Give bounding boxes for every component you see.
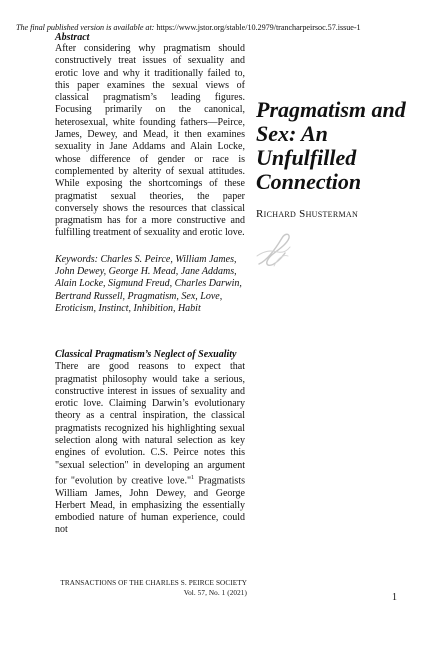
article-title: Pragmatism and Sex: An Unfulfilled Connection <box>256 97 406 194</box>
section-heading: Classical Pragmatism’s Neglect of Sexuality <box>55 349 237 361</box>
left-column <box>55 32 245 537</box>
footnote-marker[interactable]: 1 <box>191 474 195 481</box>
section-body-continued: Pragmatists William James, John Dewey, and George Herbert Mead, in emphasizing the essentially embodied nature of human experience, could not <box>55 475 245 536</box>
keywords: Keywords: Charles S. Peirce, William James, John Dewey, George H. Mead, Jane Addams, Alain Locke, Sigmund Freud, Charles Darwin, Bertrand Russell, Pragmatism, Sex, Love, Eroticism, Instinct, Inhibition, Habit <box>55 253 242 314</box>
author-name: Richard Shusterman <box>256 208 359 220</box>
section-body-text: There are good reasons to expect that pragmatist philosophy would take a serious, constructive interest in issues of sexuality and erotic love. Claiming Darwin’s evolutionary theory as a central inspiration, the classical pragmatists recognized his highlighting sexual selection along with natural selection as key engines of evolution. C.S. Peirce notes this "sexual selection" in developing an argument for "evolution by creative love." <box>55 361 245 487</box>
journal-info <box>55 578 247 598</box>
abstract-heading: Abstract <box>55 32 90 43</box>
publication-note <box>16 23 418 32</box>
calligraphic-flourish-icon <box>254 230 294 270</box>
journal-name: TRANSACTIONS OF THE CHARLES S. PEIRCE SOCIETY <box>60 579 247 587</box>
page-number: 1 <box>392 592 397 603</box>
publication-note-lead: The final published version is available at: <box>16 23 155 32</box>
journal-issue: Vol. 57, No. 1 (2021) <box>183 589 247 597</box>
section-body <box>55 361 245 536</box>
jstor-link[interactable]: https://www.jstor.org/stable/10.2979/trancharpeirsoc.57.issue-1 <box>156 23 361 32</box>
abstract-text: After considering why pragmatism should constructively treat issues of sexuality and erotic love and why it traditionally failed to, this paper examines the sexual views of classical pragmatism’s leading figures. Focusing primarily on the canonical, heterosexual, white founding fathers—Peirce, James, Dewey, and Mead, it then examines sexuality in Jane Addams and Alain Locke, whose difference of gender or race is complemented by alterity of sexual attitudes. While exposing the shortcomings of these pragmatist sexual theories, the paper conversely shows the resources that classical pragmatism has for a more constructive and fulfilling treatment of sexuality and erotic love. <box>55 43 245 239</box>
